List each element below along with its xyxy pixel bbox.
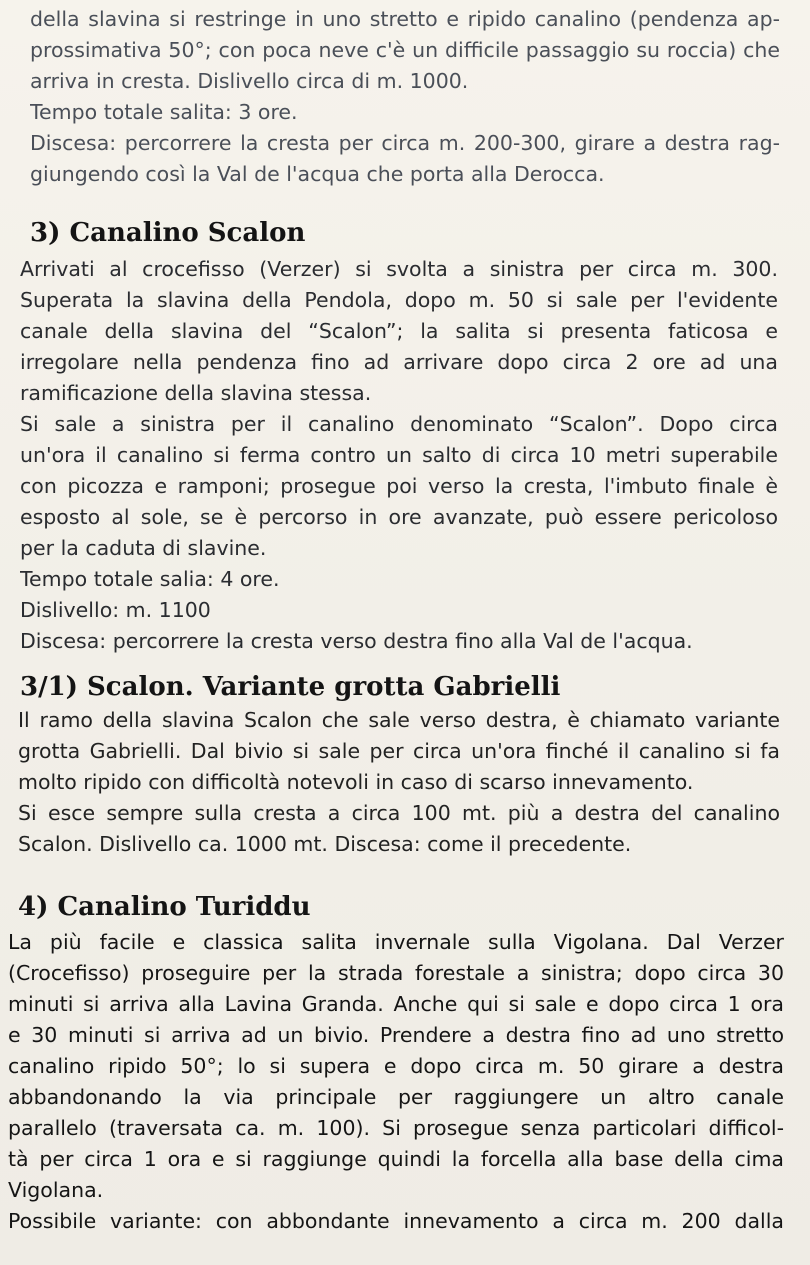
body-line: con picozza e ramponi; prosegue poi verso la cresta, l'imbuto finale è	[20, 474, 778, 498]
section-4-body	[8, 927, 784, 1237]
body-line: Discesa: percorrere la cresta verso destra fino alla Val de l'acqua.	[20, 629, 693, 653]
section-3-body	[20, 254, 778, 657]
intro-line: arriva in cresta. Dislivello circa di m. 1000.	[30, 69, 469, 93]
body-line: Possibile variante: con abbondante innevamento a circa m. 200 dalla	[8, 1209, 784, 1233]
body-line: Superata la slavina della Pendola, dopo m. 50 si sale per l'evidente	[20, 288, 778, 312]
body-line: canalino ripido 50°; lo si supera e dopo circa m. 50 girare a destra	[8, 1054, 784, 1078]
body-line: canale della slavina del “Scalon”; la salita si presenta faticosa e	[20, 319, 778, 343]
intro-paragraph	[30, 4, 780, 190]
body-line: esposto al sole, se è percorso in ore avanzate, può essere pericoloso	[20, 505, 778, 529]
body-line: Si sale a sinistra per il canalino denominato “Scalon”. Dopo circa	[20, 412, 778, 436]
intro-line: Discesa: percorrere la cresta per circa m. 200-300, girare a destra rag-	[30, 131, 780, 155]
section-heading-4: 4) Canalino Turiddu	[18, 892, 311, 922]
body-line: La più facile e classica salita invernale sulla Vigolana. Dal Verzer	[8, 930, 784, 954]
body-line: Il ramo della slavina Scalon che sale verso destra, è chiamato variante	[18, 708, 780, 732]
intro-line: prossimativa 50°; con poca neve c'è un difficile passaggio su roccia) che	[30, 38, 780, 62]
body-line: abbandonando la via principale per raggiungere un altro canale	[8, 1085, 784, 1109]
body-line: parallelo (traversata ca. m. 100). Si prosegue senza particolari difficol-	[8, 1116, 784, 1140]
body-line: per la caduta di slavine.	[20, 536, 267, 560]
body-line: Vigolana.	[8, 1178, 104, 1202]
body-line: (Crocefisso) proseguire per la strada forestale a sinistra; dopo circa 30	[8, 961, 784, 985]
section-3-1-body	[18, 705, 780, 860]
body-line: minuti si arriva alla Lavina Granda. Anche qui si sale e dopo circa 1 ora	[8, 992, 784, 1016]
section-heading-3: 3) Canalino Scalon	[30, 218, 306, 248]
intro-line: giungendo così la Val de l'acqua che porta alla Derocca.	[30, 162, 605, 186]
body-line: e 30 minuti si arriva ad un bivio. Prendere a destra fino ad uno stretto	[8, 1023, 784, 1047]
body-line: Arrivati al crocefisso (Verzer) si svolta a sinistra per circa m. 300.	[20, 257, 778, 281]
body-line: tà per circa 1 ora e si raggiunge quindi la forcella alla base della cima	[8, 1147, 784, 1171]
intro-line: Tempo totale salita: 3 ore.	[30, 100, 298, 124]
body-line: Tempo totale salia: 4 ore.	[20, 567, 280, 591]
body-line: Si esce sempre sulla cresta a circa 100 mt. più a destra del canalino	[18, 801, 780, 825]
body-line: grotta Gabrielli. Dal bivio si sale per circa un'ora finché il canalino si fa	[18, 739, 780, 763]
body-line: Dislivello: m. 1100	[20, 598, 211, 622]
intro-line: della slavina si restringe in uno stretto e ripido canalino (pendenza ap-	[30, 7, 780, 31]
body-line: irregolare nella pendenza fino ad arrivare dopo circa 2 ore ad una	[20, 350, 778, 374]
body-line: molto ripido con difficoltà notevoli in caso di scarso innevamento.	[18, 770, 694, 794]
body-line: ramificazione della slavina stessa.	[20, 381, 372, 405]
section-heading-3-1: 3/1) Scalon. Variante grotta Gabrielli	[20, 672, 561, 702]
body-line: Scalon. Dislivello ca. 1000 mt. Discesa: come il precedente.	[18, 832, 632, 856]
body-line: un'ora il canalino si ferma contro un salto di circa 10 metri superabile	[20, 443, 778, 467]
